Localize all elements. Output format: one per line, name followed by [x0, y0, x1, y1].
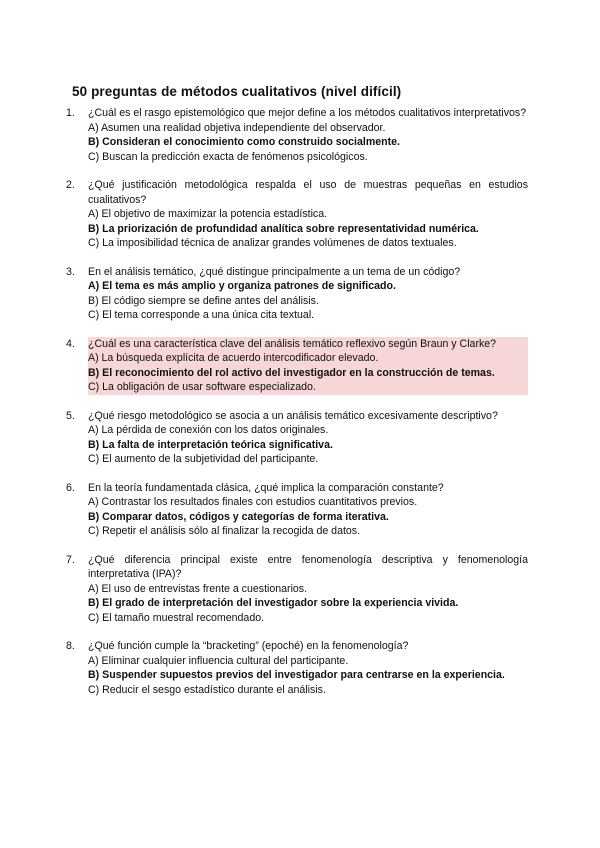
question-stem: ¿Qué función cumple la “bracketing” (epoché) en la fenomenología? — [88, 640, 409, 652]
question-5 — [66, 409, 528, 467]
question-number: 6. — [66, 481, 75, 494]
question-number: 2. — [66, 179, 75, 191]
option-c: C) Reducir el sesgo estadístico durante el análisis. — [88, 683, 326, 696]
option-c: C) El aumento de la subjetividad del participante. — [88, 453, 319, 465]
option-b: B) El código siempre se define antes del análisis. — [88, 294, 319, 307]
question-number: 8. — [66, 640, 75, 652]
option-a: A) El objetivo de maximizar la potencia estadística. — [88, 208, 328, 220]
option-b-correct: B) El reconocimiento del rol activo del investigador en la construcción de temas. — [88, 366, 528, 381]
document-title: 50 preguntas de métodos cualitativos (nivel difícil) — [72, 84, 402, 99]
option-a: A) La pérdida de conexión con los datos originales. — [88, 424, 329, 436]
option-c: C) El tamaño muestral recomendado. — [88, 611, 265, 624]
option-a: A) Contrastar los resultados finales con estudios cuantitativos previos. — [88, 496, 418, 508]
question-7 — [66, 553, 528, 626]
question-number: 5. — [66, 409, 75, 422]
option-c: C) Repetir el análisis sólo al finalizar la recogida de datos. — [88, 525, 361, 537]
question-number: 4. — [66, 337, 75, 350]
question-1 — [66, 106, 528, 164]
option-c: C) La obligación de usar software especializado. — [88, 380, 528, 395]
question-6 — [66, 481, 528, 539]
question-list — [66, 106, 528, 711]
option-c: C) El tema corresponde a una única cita textual. — [88, 309, 315, 321]
option-a: A) Eliminar cualquier influencia cultural del participante. — [88, 654, 349, 667]
question-stem: ¿Qué diferencia principal existe entre fenomenología descriptiva y fenomenología interpretativa (IPA)? — [88, 553, 528, 580]
question-stem: En la teoría fundamentada clásica, ¿qué implica la comparación constante? — [88, 481, 444, 494]
question-stem: ¿Cuál es una característica clave del análisis temático reflexivo según Braun y Clarke? — [88, 337, 528, 352]
option-b-correct: B) El grado de interpretación del investigador sobre la experiencia vivida. — [88, 597, 459, 609]
option-a: A) La búsqueda explícita de acuerdo intercodificador elevado. — [88, 351, 528, 366]
option-b-correct: B) Comparar datos, códigos y categorías de forma iterativa. — [88, 510, 389, 523]
question-8 — [66, 639, 528, 697]
question-2 — [66, 178, 528, 251]
question-stem: En el análisis temático, ¿qué distingue principalmente a un tema de un código? — [88, 265, 461, 278]
option-a: A) El uso de entrevistas frente a cuestionarios. — [88, 582, 308, 595]
option-b-correct: B) Suspender supuestos previos del investigador para centrarse en la experiencia. — [88, 669, 505, 681]
question-number: 3. — [66, 265, 75, 278]
question-stem: ¿Qué justificación metodológica respalda el uso de muestras pequeñas en estudios cualitativos? — [88, 179, 528, 206]
question-4-highlighted — [66, 337, 528, 395]
option-a: A) Asumen una realidad objetiva independiente del observador. — [88, 121, 386, 134]
option-b-correct: B) La priorización de profundidad analítica sobre representatividad numérica. — [88, 222, 479, 235]
question-number: 1. — [66, 107, 75, 119]
question-3 — [66, 265, 528, 323]
option-b-correct: B) Consideran el conocimiento como construido socialmente. — [88, 136, 400, 148]
option-b-correct: B) La falta de interpretación teórica significativa. — [88, 438, 333, 451]
option-c: C) La imposibilidad técnica de analizar grandes volúmenes de datos textuales. — [88, 237, 457, 249]
option-a-correct: A) El tema es más amplio y organiza patrones de significado. — [88, 280, 396, 292]
question-number: 7. — [66, 553, 75, 566]
option-c: C) Buscan la predicción exacta de fenómenos psicológicos. — [88, 150, 368, 163]
question-stem: ¿Cuál es el rasgo epistemológico que mejor define a los métodos cualitativos interpretativos? — [88, 107, 527, 119]
question-stem: ¿Qué riesgo metodológico se asocia a un análisis temático excesivamente descriptivo? — [88, 409, 498, 422]
